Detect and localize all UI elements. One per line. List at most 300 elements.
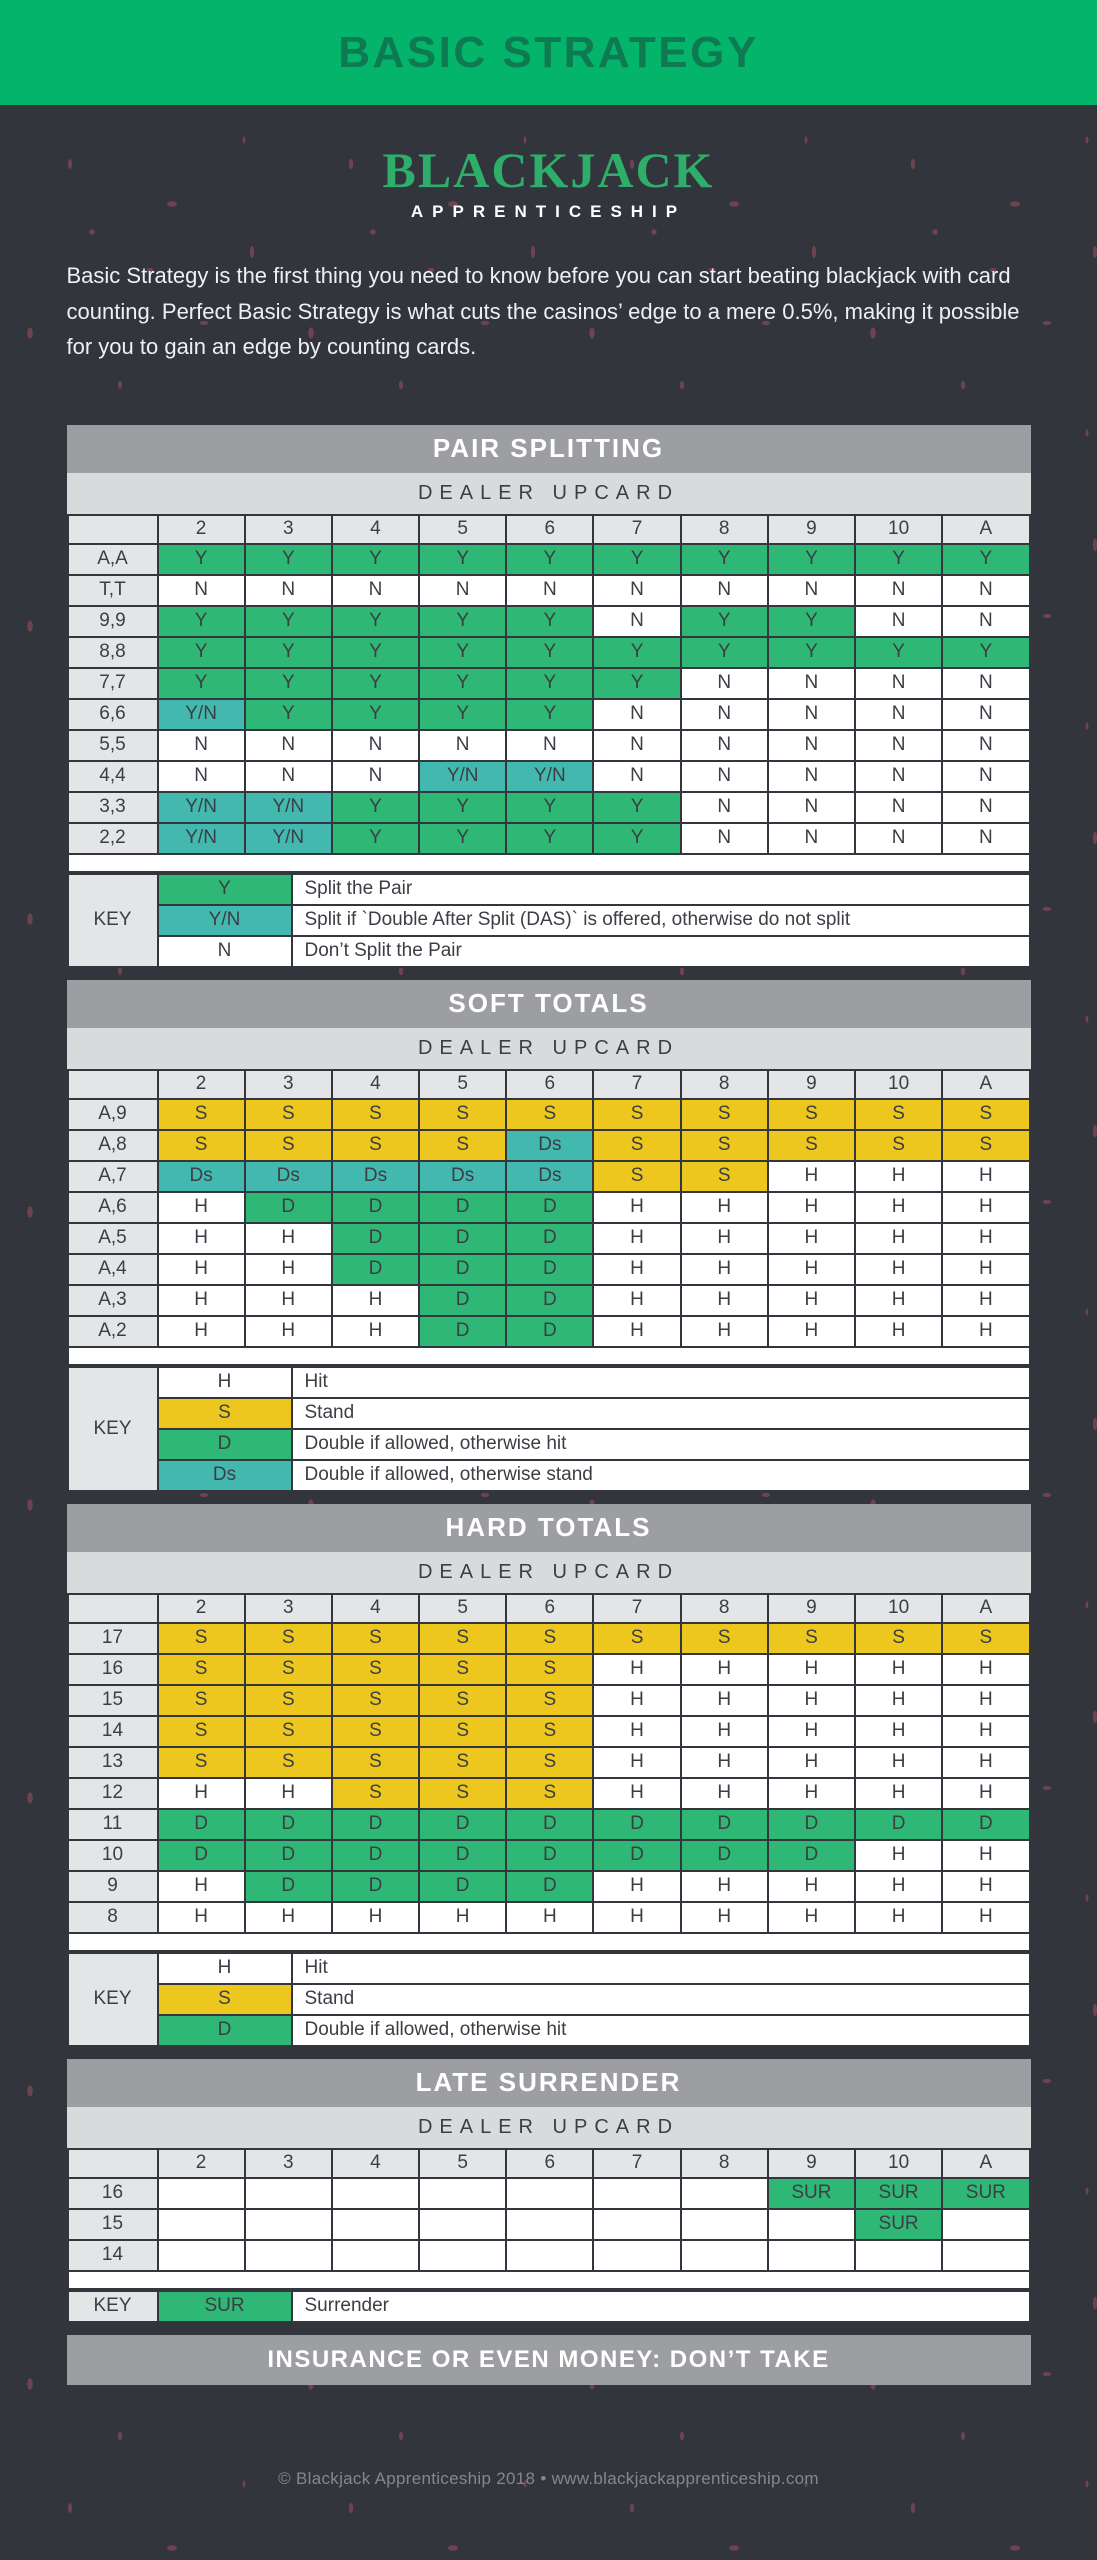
table-row: [68, 1316, 1030, 1347]
strategy-cell: D: [245, 1871, 332, 1902]
strategy-cell: D: [332, 1840, 419, 1871]
row-label: A,2: [68, 1316, 158, 1347]
strategy-cell: H: [419, 1902, 506, 1933]
strategy-cell: S: [506, 1685, 593, 1716]
key-description: Stand: [292, 1398, 1030, 1429]
strategy-cell: D: [245, 1192, 332, 1223]
strategy-cell: H: [855, 1716, 942, 1747]
strategy-cell: S: [419, 1130, 506, 1161]
strategy-cell: H: [768, 1192, 855, 1223]
strategy-cell: H: [681, 1254, 768, 1285]
strategy-cell: Y/N: [158, 823, 245, 854]
row-label: A,4: [68, 1254, 158, 1285]
strategy-cell: Ds: [332, 1161, 419, 1192]
column-header: 2: [158, 2149, 245, 2178]
strategy-cell: S: [942, 1623, 1029, 1654]
row-label: A,9: [68, 1099, 158, 1130]
strategy-cell: N: [593, 761, 680, 792]
strategy-cell: N: [942, 575, 1029, 606]
key-row: [68, 1953, 1030, 1984]
table-key-spacer: [67, 1348, 1031, 1366]
strategy-cell: S: [855, 1099, 942, 1130]
row-label: 6,6: [68, 699, 158, 730]
column-header: 9: [768, 1594, 855, 1623]
strategy-cell: N: [855, 668, 942, 699]
strategy-cell: S: [332, 1654, 419, 1685]
strategy-cell: D: [506, 1809, 593, 1840]
strategy-cell: Ds: [506, 1161, 593, 1192]
column-header: 3: [245, 2149, 332, 2178]
strategy-cell: S: [419, 1654, 506, 1685]
strategy-cell: D: [419, 1285, 506, 1316]
strategy-cell: S: [158, 1099, 245, 1130]
strategy-cell: Y: [332, 699, 419, 730]
strategy-cell: D: [506, 1871, 593, 1902]
strategy-cell: H: [942, 1840, 1029, 1871]
strategy-cell: S: [681, 1161, 768, 1192]
strategy-cell: Y: [332, 792, 419, 823]
strategy-cell: S: [158, 1654, 245, 1685]
strategy-cell: SUR: [768, 2178, 855, 2209]
strategy-cell: N: [768, 668, 855, 699]
strategy-cell: Y: [158, 606, 245, 637]
strategy-cell: D: [942, 1809, 1029, 1840]
strategy-cell: Y: [332, 544, 419, 575]
column-header: A: [942, 2149, 1029, 2178]
row-label: 12: [68, 1778, 158, 1809]
strategy-cell: D: [506, 1192, 593, 1223]
strategy-cell: S: [332, 1099, 419, 1130]
strategy-cell: Y/N: [158, 699, 245, 730]
table-row: [68, 2240, 1030, 2271]
strategy-cell: S: [506, 1747, 593, 1778]
footer-copyright: © Blackjack Apprenticeship 2018 • www.blackjackapprenticeship.com: [278, 2468, 819, 2488]
row-label: A,8: [68, 1130, 158, 1161]
strategy-cell: [681, 2209, 768, 2240]
table-row: [68, 1716, 1030, 1747]
strategy-cell: S: [768, 1099, 855, 1130]
column-header: 9: [768, 2149, 855, 2178]
strategy-cell: H: [942, 1254, 1029, 1285]
strategy-cell: Y: [855, 637, 942, 668]
strategy-cell: S: [158, 1716, 245, 1747]
row-label: 4,4: [68, 761, 158, 792]
strategy-cell: H: [681, 1285, 768, 1316]
strategy-cell: S: [593, 1130, 680, 1161]
strategy-table-late-surrender: [67, 2148, 1031, 2272]
strategy-cell: H: [158, 1254, 245, 1285]
strategy-cell: D: [593, 1840, 680, 1871]
row-label: 9: [68, 1871, 158, 1902]
strategy-cell: S: [681, 1099, 768, 1130]
strategy-cell: Y: [593, 668, 680, 699]
dealer-upcard-label: DEALER UPCARD: [67, 1552, 1031, 1593]
strategy-cell: H: [768, 1871, 855, 1902]
strategy-cell: S: [332, 1130, 419, 1161]
strategy-cell: Y/N: [245, 792, 332, 823]
strategy-cell: N: [158, 761, 245, 792]
strategy-cell: D: [419, 1223, 506, 1254]
column-header: 7: [593, 2149, 680, 2178]
strategy-cell: D: [419, 1809, 506, 1840]
table-row: [68, 1285, 1030, 1316]
strategy-cell: N: [681, 699, 768, 730]
strategy-cell: S: [506, 1778, 593, 1809]
row-label: 13: [68, 1747, 158, 1778]
strategy-cell: N: [593, 699, 680, 730]
strategy-cell: S: [419, 1623, 506, 1654]
section-title-soft-totals: SOFT TOTALS: [67, 980, 1031, 1028]
row-label: 10: [68, 1840, 158, 1871]
table-row: [68, 1871, 1030, 1902]
table-row: [68, 1254, 1030, 1285]
column-header: 7: [593, 1594, 680, 1623]
strategy-cell: S: [419, 1716, 506, 1747]
strategy-cell: D: [506, 1285, 593, 1316]
strategy-cell: Y: [419, 699, 506, 730]
strategy-cell: N: [855, 730, 942, 761]
key-description: Split the Pair: [292, 874, 1030, 905]
strategy-cell: H: [768, 1747, 855, 1778]
strategy-cell: H: [593, 1871, 680, 1902]
strategy-cell: S: [942, 1099, 1029, 1130]
strategy-cell: N: [942, 668, 1029, 699]
table-row: [68, 1161, 1030, 1192]
row-label: 15: [68, 2209, 158, 2240]
strategy-cell: D: [158, 1840, 245, 1871]
table-row: [68, 1623, 1030, 1654]
strategy-cell: Ds: [506, 1130, 593, 1161]
strategy-cell: [332, 2178, 419, 2209]
strategy-cell: S: [245, 1747, 332, 1778]
strategy-cell: Y: [681, 637, 768, 668]
strategy-cell: [158, 2209, 245, 2240]
strategy-cell: D: [419, 1316, 506, 1347]
strategy-cell: N: [332, 730, 419, 761]
strategy-cell: SUR: [855, 2209, 942, 2240]
row-label: A,7: [68, 1161, 158, 1192]
strategy-cell: Y: [245, 668, 332, 699]
strategy-cell: H: [593, 1654, 680, 1685]
strategy-cell: N: [332, 761, 419, 792]
strategy-cell: N: [158, 575, 245, 606]
strategy-cell: N: [419, 575, 506, 606]
row-label: A,3: [68, 1285, 158, 1316]
strategy-cell: D: [158, 1809, 245, 1840]
column-header: 6: [506, 515, 593, 544]
strategy-cell: D: [768, 1809, 855, 1840]
column-header: 4: [332, 1070, 419, 1099]
strategy-cell: N: [681, 761, 768, 792]
key-table-pair-splitting: [67, 873, 1031, 968]
strategy-cell: N: [158, 730, 245, 761]
row-label: 11: [68, 1809, 158, 1840]
row-label: 14: [68, 1716, 158, 1747]
intro-paragraph: Basic Strategy is the first thing you need to know before you can start beating blackjack with card counting. Perfect Basic Strategy is what cuts the casinos’ edge to a mere 0.5%, making it possible for you to gain an edge by counting cards.: [66, 263, 1020, 360]
table-row: [68, 1840, 1030, 1871]
strategy-cell: [245, 2178, 332, 2209]
column-header: 2: [158, 515, 245, 544]
column-header: 7: [593, 1070, 680, 1099]
strategy-cell: [245, 2209, 332, 2240]
strategy-cell: Y: [506, 792, 593, 823]
strategy-cell: S: [245, 1716, 332, 1747]
key-description: Double if allowed, otherwise stand: [292, 1460, 1030, 1491]
strategy-cell: H: [768, 1223, 855, 1254]
strategy-cell: D: [332, 1223, 419, 1254]
strategy-cell: H: [942, 1871, 1029, 1902]
strategy-cell: S: [593, 1623, 680, 1654]
table-row: [68, 1902, 1030, 1933]
strategy-cell: Y: [768, 637, 855, 668]
strategy-cell: H: [245, 1316, 332, 1347]
strategy-cell: N: [681, 730, 768, 761]
strategy-cell: SUR: [942, 2178, 1029, 2209]
strategy-cell: S: [593, 1099, 680, 1130]
row-label: 9,9: [68, 606, 158, 637]
strategy-cell: [419, 2178, 506, 2209]
key-swatch: Ds: [158, 1460, 292, 1491]
row-label: 3,3: [68, 792, 158, 823]
corner-cell: [68, 1594, 158, 1623]
strategy-cell: S: [419, 1778, 506, 1809]
strategy-cell: N: [855, 792, 942, 823]
key-description: Double if allowed, otherwise hit: [292, 2015, 1030, 2046]
table-row: [68, 792, 1030, 823]
strategy-cell: N: [245, 575, 332, 606]
strategy-cell: H: [593, 1685, 680, 1716]
key-swatch: D: [158, 2015, 292, 2046]
strategy-cell: Y: [506, 544, 593, 575]
strategy-cell: H: [855, 1778, 942, 1809]
strategy-cell: S: [855, 1623, 942, 1654]
key-swatch: S: [158, 1984, 292, 2015]
strategy-cell: H: [768, 1254, 855, 1285]
strategy-cell: H: [681, 1192, 768, 1223]
strategy-cell: N: [942, 730, 1029, 761]
row-label: 15: [68, 1685, 158, 1716]
strategy-cell: H: [593, 1902, 680, 1933]
strategy-cell: N: [506, 575, 593, 606]
strategy-cell: [332, 2209, 419, 2240]
strategy-cell: H: [158, 1223, 245, 1254]
strategy-cell: N: [768, 761, 855, 792]
strategy-cell: S: [158, 1130, 245, 1161]
strategy-cell: SUR: [855, 2178, 942, 2209]
page-header-banner: [0, 0, 1097, 105]
column-header: 3: [245, 1070, 332, 1099]
strategy-cell: H: [681, 1716, 768, 1747]
key-label: KEY: [68, 1953, 158, 2046]
strategy-cell: N: [855, 575, 942, 606]
table-row: [68, 1192, 1030, 1223]
strategy-cell: S: [768, 1130, 855, 1161]
strategy-cell: Y: [506, 699, 593, 730]
column-header: 8: [681, 1070, 768, 1099]
strategy-cell: Ds: [158, 1161, 245, 1192]
table-row: [68, 1809, 1030, 1840]
table-row: [68, 637, 1030, 668]
strategy-cell: H: [681, 1316, 768, 1347]
strategy-cell: [681, 2240, 768, 2271]
table-row: [68, 544, 1030, 575]
strategy-cell: Y: [593, 544, 680, 575]
strategy-cell: H: [158, 1285, 245, 1316]
strategy-cell: H: [245, 1254, 332, 1285]
strategy-cell: S: [593, 1161, 680, 1192]
strategy-table-hard-totals: [67, 1593, 1031, 1934]
strategy-cell: H: [593, 1778, 680, 1809]
strategy-cell: S: [332, 1716, 419, 1747]
key-row: [68, 2291, 1030, 2322]
strategy-cell: N: [855, 761, 942, 792]
strategy-cell: N: [768, 575, 855, 606]
strategy-cell: [158, 2178, 245, 2209]
table-row: [68, 823, 1030, 854]
strategy-cell: N: [768, 699, 855, 730]
strategy-cell: S: [245, 1099, 332, 1130]
column-header: 8: [681, 2149, 768, 2178]
strategy-cell: H: [681, 1654, 768, 1685]
section-title-pair-splitting: PAIR SPLITTING: [67, 425, 1031, 473]
section-late-surrender: [67, 2059, 1031, 2323]
strategy-cell: S: [332, 1747, 419, 1778]
strategy-cell: H: [593, 1747, 680, 1778]
key-swatch: SUR: [158, 2291, 292, 2322]
row-label: 8,8: [68, 637, 158, 668]
column-header: 7: [593, 515, 680, 544]
strategy-cell: D: [245, 1840, 332, 1871]
strategy-cell: H: [681, 1747, 768, 1778]
strategy-cell: S: [506, 1623, 593, 1654]
strategy-cell: [419, 2240, 506, 2271]
strategy-cell: N: [593, 575, 680, 606]
strategy-cell: N: [681, 575, 768, 606]
column-header: A: [942, 1070, 1029, 1099]
column-header: 10: [855, 1070, 942, 1099]
table-row: [68, 730, 1030, 761]
strategy-cell: H: [768, 1778, 855, 1809]
strategy-cell: N: [332, 575, 419, 606]
strategy-cell: Y: [332, 668, 419, 699]
corner-cell: [68, 515, 158, 544]
strategy-cell: S: [942, 1130, 1029, 1161]
strategy-cell: Y/N: [245, 823, 332, 854]
key-table-late-surrender: [67, 2290, 1031, 2323]
row-label: 8: [68, 1902, 158, 1933]
key-description: Stand: [292, 1984, 1030, 2015]
section-soft-totals: [67, 980, 1031, 1492]
strategy-cell: S: [332, 1685, 419, 1716]
strategy-cell: H: [942, 1747, 1029, 1778]
strategy-sections: [67, 425, 1031, 2323]
strategy-cell: H: [855, 1254, 942, 1285]
column-header: 9: [768, 1070, 855, 1099]
strategy-cell: N: [855, 606, 942, 637]
key-table-hard-totals: [67, 1952, 1031, 2047]
strategy-cell: S: [681, 1130, 768, 1161]
table-row: [68, 575, 1030, 606]
key-row: [68, 1460, 1030, 1491]
strategy-cell: [332, 2240, 419, 2271]
strategy-cell: Y: [419, 606, 506, 637]
strategy-cell: D: [681, 1809, 768, 1840]
row-label: 2,2: [68, 823, 158, 854]
strategy-cell: H: [942, 1161, 1029, 1192]
strategy-cell: H: [681, 1685, 768, 1716]
strategy-cell: Y: [332, 637, 419, 668]
strategy-cell: H: [855, 1871, 942, 1902]
strategy-cell: Y: [158, 544, 245, 575]
strategy-cell: Y: [942, 544, 1029, 575]
dealer-upcard-label: DEALER UPCARD: [67, 2107, 1031, 2148]
column-header: 2: [158, 1594, 245, 1623]
strategy-cell: [419, 2209, 506, 2240]
strategy-cell: D: [332, 1809, 419, 1840]
strategy-cell: D: [245, 1809, 332, 1840]
strategy-cell: H: [942, 1316, 1029, 1347]
key-row: [68, 1398, 1030, 1429]
table-row: [68, 668, 1030, 699]
strategy-cell: N: [245, 761, 332, 792]
strategy-cell: H: [942, 1192, 1029, 1223]
column-header: A: [942, 1594, 1029, 1623]
strategy-cell: H: [855, 1902, 942, 1933]
strategy-cell: [506, 2240, 593, 2271]
table-row: [68, 1778, 1030, 1809]
strategy-cell: H: [942, 1685, 1029, 1716]
strategy-cell: N: [942, 823, 1029, 854]
table-row: [68, 1747, 1030, 1778]
strategy-cell: S: [245, 1685, 332, 1716]
strategy-cell: H: [855, 1747, 942, 1778]
strategy-cell: S: [419, 1685, 506, 1716]
strategy-cell: H: [158, 1902, 245, 1933]
strategy-cell: D: [332, 1192, 419, 1223]
key-row: [68, 936, 1030, 967]
column-header: 10: [855, 1594, 942, 1623]
strategy-cell: D: [332, 1871, 419, 1902]
table-row: [68, 1130, 1030, 1161]
strategy-cell: H: [942, 1223, 1029, 1254]
strategy-cell: [506, 2178, 593, 2209]
strategy-cell: N: [681, 792, 768, 823]
strategy-cell: H: [593, 1254, 680, 1285]
column-header: 8: [681, 515, 768, 544]
column-header: 6: [506, 2149, 593, 2178]
strategy-cell: N: [245, 730, 332, 761]
strategy-cell: D: [506, 1840, 593, 1871]
column-header: 3: [245, 1594, 332, 1623]
table-key-spacer: [67, 855, 1031, 873]
key-swatch: H: [158, 1367, 292, 1398]
strategy-cell: [158, 2240, 245, 2271]
strategy-cell: Y: [332, 606, 419, 637]
column-header: 9: [768, 515, 855, 544]
key-row: [68, 2015, 1030, 2046]
strategy-cell: Y: [942, 637, 1029, 668]
key-row: [68, 874, 1030, 905]
column-header: 10: [855, 515, 942, 544]
strategy-cell: N: [768, 730, 855, 761]
strategy-cell: Ds: [245, 1161, 332, 1192]
strategy-cell: S: [245, 1130, 332, 1161]
key-description: Hit: [292, 1953, 1030, 1984]
strategy-cell: N: [593, 730, 680, 761]
strategy-cell: Y: [506, 637, 593, 668]
strategy-cell: H: [942, 1654, 1029, 1685]
key-row: [68, 1367, 1030, 1398]
